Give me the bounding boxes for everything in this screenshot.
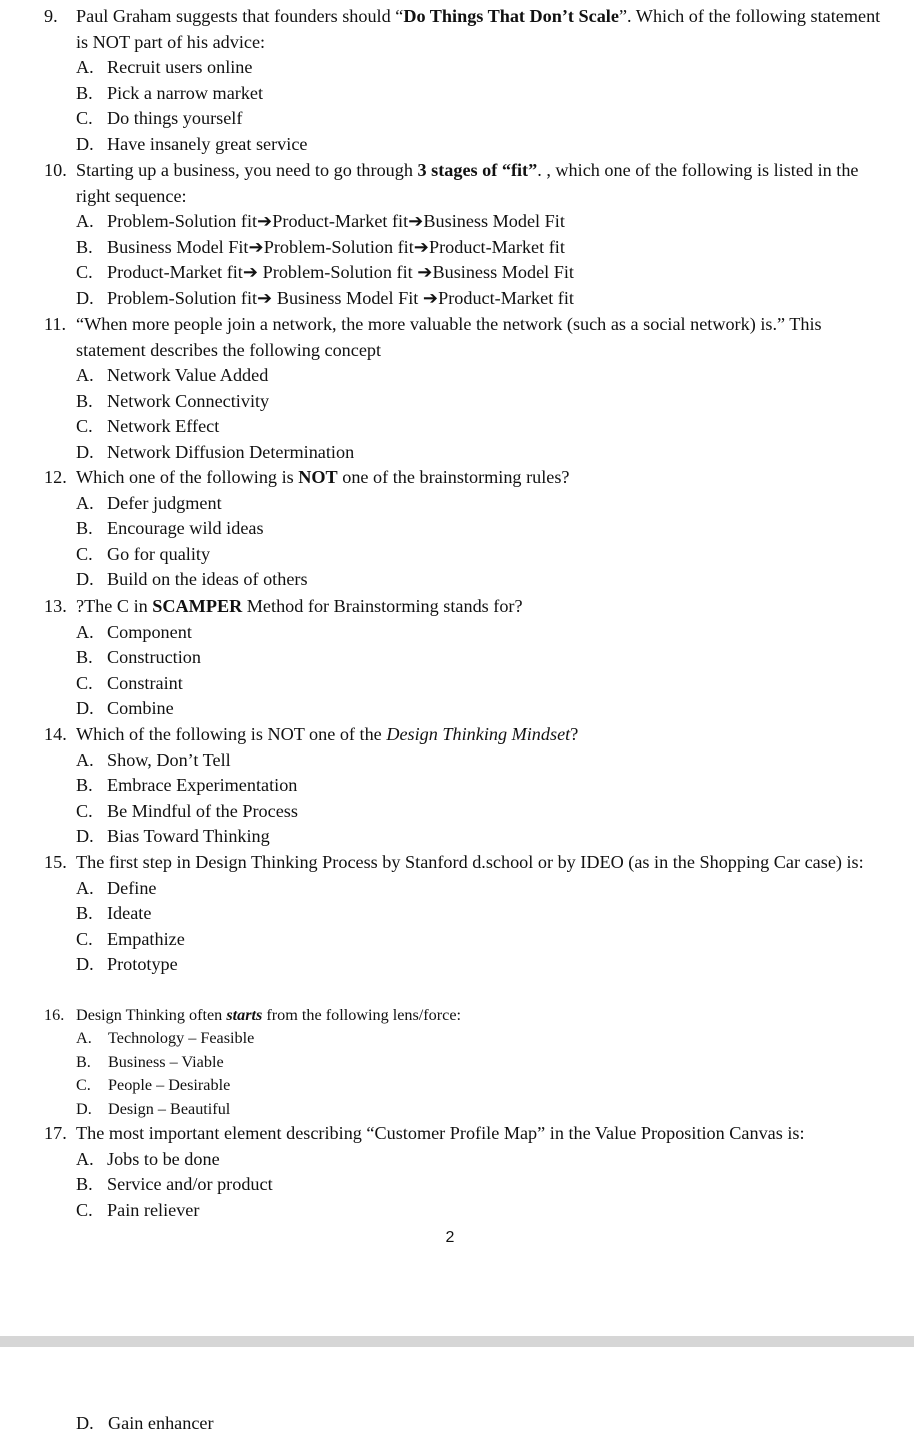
question-16 <box>44 1004 894 1121</box>
option-a: A. Define <box>76 877 157 898</box>
question-stem: 12. Which one of the following is NOT one of the brainstorming rules? <box>44 465 894 491</box>
option-d: D. Prototype <box>76 954 178 975</box>
option-a: A. Defer judgment <box>76 492 222 513</box>
question-number: 14. <box>44 724 67 744</box>
option-a: A. Show, Don’t Tell <box>76 749 231 770</box>
option-a: A. Network Value Added <box>76 365 269 386</box>
continued-option-d: D. Gain enhancer <box>76 1413 214 1433</box>
option-b: B. Construction <box>76 647 201 668</box>
question-stem: 16. Design Thinking often starts from the following lens/force: <box>44 1004 894 1027</box>
option-c: C. Go for quality <box>76 543 211 564</box>
question-17 <box>44 1121 894 1223</box>
option-b: B. Embrace Experimentation <box>76 775 298 796</box>
question-13 <box>44 594 894 722</box>
question-14 <box>44 722 894 850</box>
option-c: C. Network Effect <box>76 416 220 437</box>
option-a: A. Technology – Feasible <box>76 1029 255 1048</box>
question-number: 13. <box>44 596 67 616</box>
question-12 <box>44 465 894 593</box>
question-10 <box>44 158 894 312</box>
question-number: 16. <box>44 1006 65 1024</box>
question-stem: 14. Which of the following is NOT one of the Design Thinking Mindset? <box>44 722 894 748</box>
option-b: B. Business – Viable <box>76 1052 224 1071</box>
option-d: D. Build on the ideas of others <box>76 569 308 590</box>
option-b: B. Network Connectivity <box>76 390 270 411</box>
option-b: B. Pick a narrow market <box>76 82 264 103</box>
option-a: A. Component <box>76 621 192 642</box>
question-stem: 11. “When more people join a network, the more valuable the network (such as a social network) is.” This statement describes the following concept <box>44 314 822 360</box>
option-a: A. Problem-Solution fit➔Product-Market fit➔Business Model Fit <box>76 211 565 232</box>
question-number: 10. <box>44 160 67 180</box>
question-stem: 15. The first step in Design Thinking Process by Stanford d.school or by IDEO (as in the Shopping Car case) is: <box>44 850 894 876</box>
option-c: C. Product-Market fit➔ Problem-Solution fit ➔Business Model Fit <box>76 262 574 283</box>
option-d: D. Problem-Solution fit➔ Business Model Fit ➔Product-Market fit <box>76 287 574 308</box>
option-d: D. Design – Beautiful <box>76 1099 231 1118</box>
option-b: B. Business Model Fit➔Problem-Solution fit➔Product-Market fit <box>76 236 565 257</box>
page-break-divider <box>0 1336 914 1347</box>
question-9 <box>44 4 894 158</box>
question-number: 17. <box>44 1123 67 1143</box>
option-b: B. Encourage wild ideas <box>76 518 264 539</box>
option-d: D. Have insanely great service <box>76 133 308 154</box>
page-number: 2 <box>445 1229 455 1246</box>
option-c: C. Constraint <box>76 672 183 693</box>
option-d: D. Network Diffusion Determination <box>76 441 355 462</box>
option-c: C. Do things yourself <box>76 108 243 129</box>
option-b: B. Ideate <box>76 903 152 924</box>
option-b: B. Service and/or product <box>76 1174 273 1195</box>
question-stem: 13. ?The C in SCAMPER Method for Brainstorming stands for? <box>44 594 894 620</box>
question-11 <box>44 312 894 466</box>
question-15 <box>44 850 894 978</box>
option-c: C. Pain reliever <box>76 1199 200 1220</box>
option-a: A. Jobs to be done <box>76 1148 220 1169</box>
question-number: 9. <box>44 6 58 26</box>
question-stem: 9. Paul Graham suggests that founders should “Do Things That Don’t Scale”. Which of the following statement is NOT part of his advice: <box>44 6 881 52</box>
question-stem: 17. The most important element describing “Customer Profile Map” in the Value Proposition Canvas is: <box>44 1121 894 1147</box>
option-c: C. People – Desirable <box>76 1076 231 1095</box>
question-number: 11. <box>44 314 67 334</box>
question-stem: 10. Starting up a business, you need to go through 3 stages of “fit”. , which one of the following is listed in the right sequence: <box>44 160 859 206</box>
option-a: A. Recruit users online <box>76 57 253 78</box>
option-d: D. Combine <box>76 698 174 719</box>
option-c: C. Be Mindful of the Process <box>76 800 298 821</box>
question-number: 12. <box>44 467 67 487</box>
question-number: 15. <box>44 852 67 872</box>
option-d: D. Bias Toward Thinking <box>76 826 270 847</box>
option-c: C. Empathize <box>76 928 185 949</box>
